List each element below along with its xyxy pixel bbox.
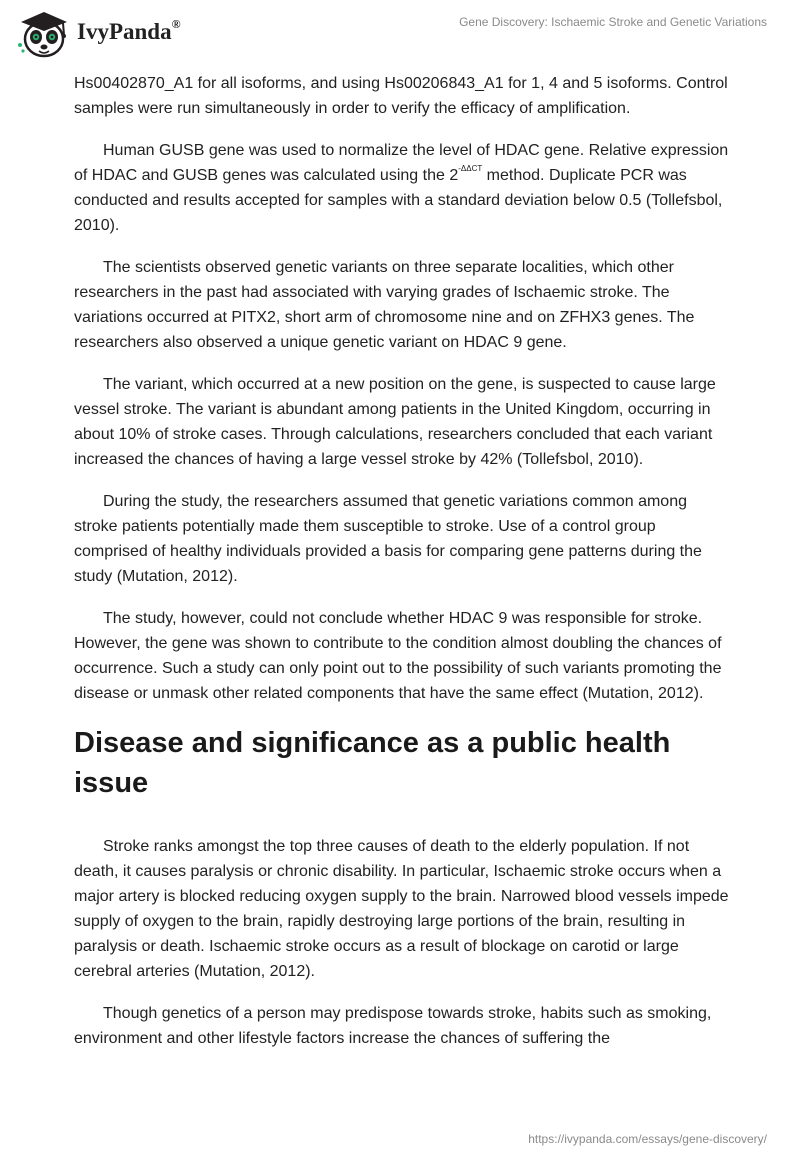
page-header <box>0 0 800 66</box>
document-title: Gene Discovery: Ischaemic Stroke and Genetic Variations <box>459 15 767 29</box>
paragraph-text-a: Human GUSB gene was used to normalize the level of HDAC gene. Relative expression of HDAC and GUSB genes was calculated using the 2 <box>74 142 729 184</box>
paragraph-lifestyle-factors: Though genetics of a person may predispose towards stroke, habits such as smoking, environment and other lifestyle factors increase the chances of suffering the <box>74 1005 712 1047</box>
brand-name[interactable] <box>77 19 181 45</box>
paragraph-text-b: method. Duplicate PCR was conducted and results accepted for samples with a standard deviation below 0.5 (Tollefsbol, 2010). <box>74 167 723 234</box>
brand-text: IvyPanda <box>77 19 172 44</box>
paragraph-gusb-normalization <box>74 138 730 238</box>
paragraph-genetic-variants: The scientists observed genetic variants on three separate localities, which other researchers in the past had associated with varying grades of Ischaemic stroke. The variations occurred at PITX2, short arm of chromosome nine and on ZFHX3 genes. The researchers also observed a unique genetic variant on HDAC 9 gene. <box>74 259 695 351</box>
paragraph-continuation: Hs00402870_A1 for all isoforms, and using Hs00206843_A1 for 1, 4 and 5 isoforms. Control samples were run simultaneously in order to verify the efficacy of amplification. <box>74 75 728 117</box>
paragraph-study-assumptions: During the study, the researchers assumed that genetic variations common among stroke patients potentially made them susceptible to stroke. Use of a control group comprised of healthy individuals provided a basis for comparing gene patterns during the study (Mutation, 2012). <box>74 493 702 585</box>
footer-url[interactable]: https://ivypanda.com/essays/gene-discovery/ <box>528 1132 767 1146</box>
ivypanda-panda-logo-icon[interactable] <box>14 8 74 58</box>
essay-content <box>74 71 730 1068</box>
section-heading: Disease and significance as a public health issue <box>74 727 671 799</box>
paragraph-large-vessel-stroke: The variant, which occurred at a new position on the gene, is suspected to cause large vessel stroke. The variant is abundant among patients in the United Kingdom, occurring in about 10% of stroke cases. Through calculations, researchers concluded that each variant increased the chances of having a large vessel stroke by 42% (Tollefsbol, 2010). <box>74 376 716 468</box>
paragraph-study-conclusion: The study, however, could not conclude whether HDAC 9 was responsible for stroke. However, the gene was shown to contribute to the condition almost doubling the chances of occurrence. Such a study can only point out to the possibility of such variants promoting the disease or unmask other related components that have the same effect (Mutation, 2012). <box>74 610 722 702</box>
paragraph-stroke-causes: Stroke ranks amongst the top three causes of death to the elderly population. If not death, it causes paralysis or chronic disability. In particular, Ischaemic stroke occurs when a major artery is blocked reducing oxygen supply to the brain. Narrowed blood vessels impede supply of oxygen to the brain, rapidly destroying large portions of the brain, resulting in paralysis or death. Ischaemic stroke occurs as a result of blockage on carotid or large cerebral arteries (Mutation, 2012). <box>74 838 729 980</box>
exponent-delta-ct: -ΔΔCT <box>458 164 483 173</box>
trademark-symbol: ® <box>171 17 181 32</box>
